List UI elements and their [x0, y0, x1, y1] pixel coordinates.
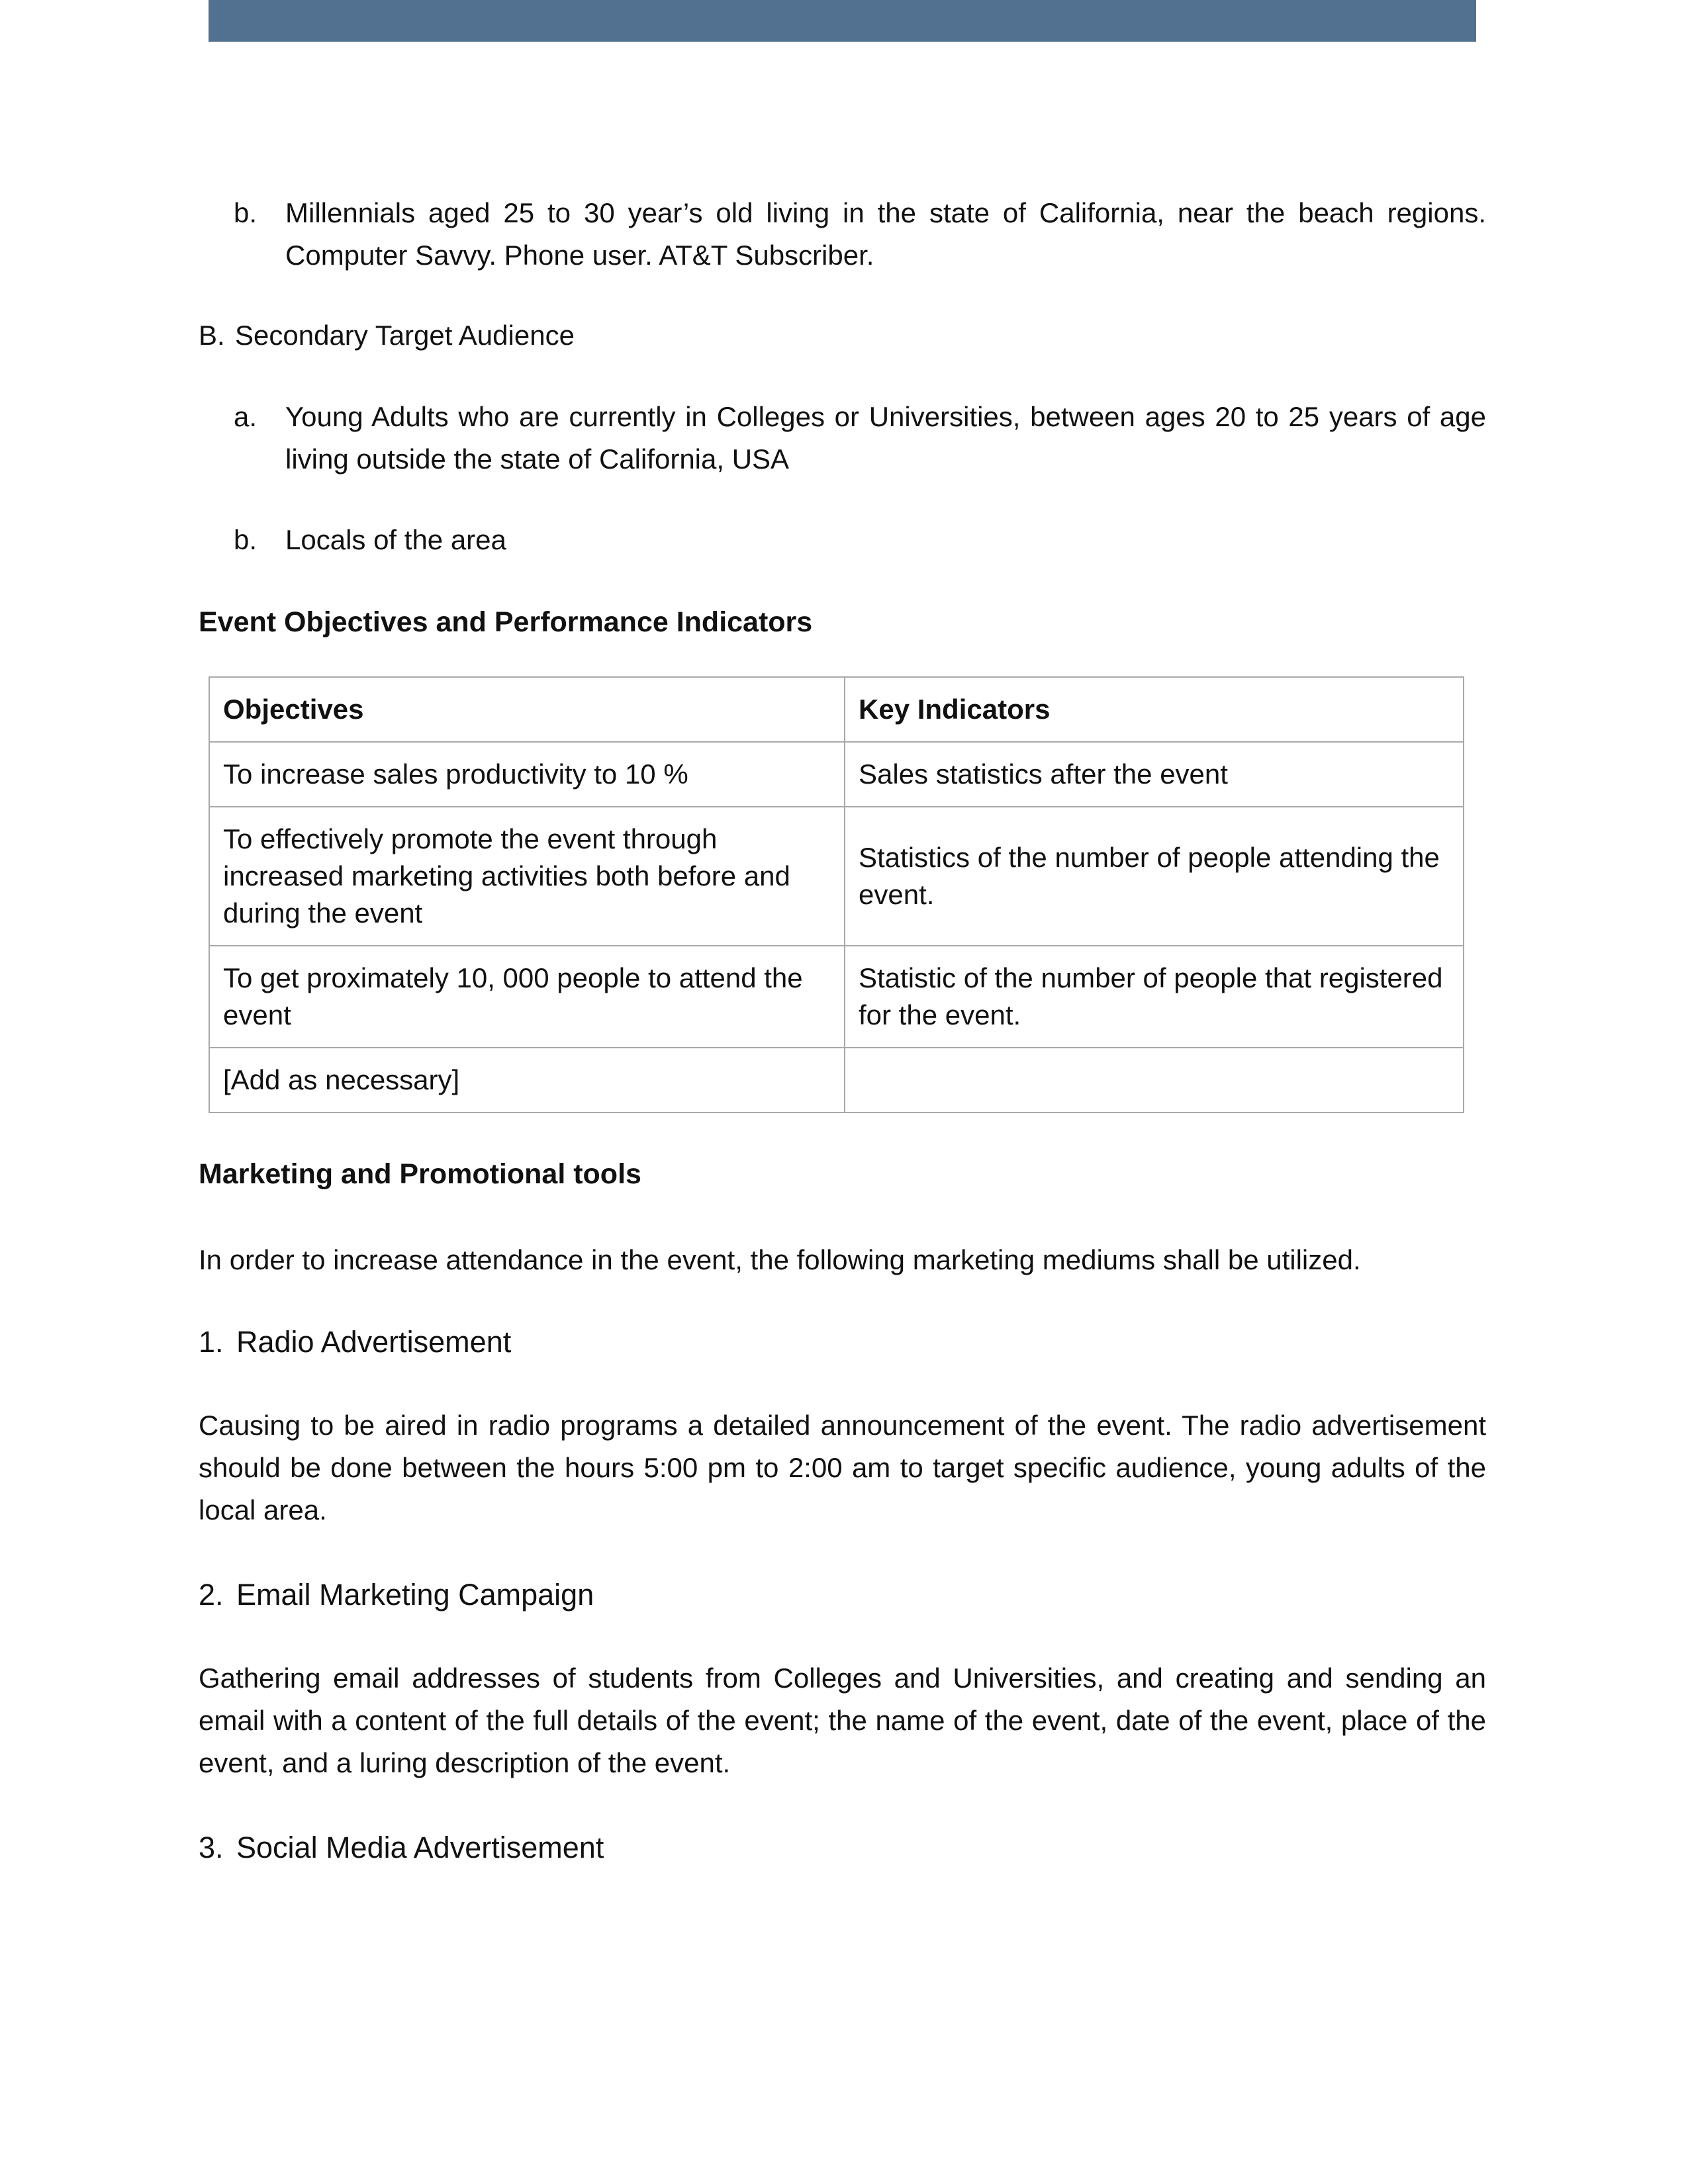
objectives-table	[209, 676, 1464, 1113]
table-row	[209, 1048, 1464, 1113]
section-body-email: Gathering email addresses of students from Colleges and Universities, and creating and sending an email with a content of the full details of the event; the name of the event, date of the event, place of the event, and a luring description of the event.	[199, 1662, 1486, 1778]
table-cell: To effectively promote the event through increased marketing activities both before and during the event	[209, 807, 845, 946]
list-item-text: Locals of the area	[285, 524, 506, 555]
document-body	[199, 192, 1486, 1869]
list-item	[234, 519, 1486, 561]
section-title-email	[199, 1574, 1486, 1616]
section-title-social	[199, 1827, 1486, 1869]
list-marker: a.	[234, 401, 258, 432]
table-cell: Statistic of the number of people that registered for the event.	[845, 946, 1464, 1048]
table-header-cell: Key Indicators	[845, 677, 1464, 742]
table-cell	[845, 1048, 1464, 1113]
section-number: 3.	[199, 1831, 224, 1864]
list-marker: B.	[199, 320, 225, 351]
table-row	[209, 807, 1464, 946]
list-item	[234, 396, 1486, 480]
section-title-text: Radio Advertisement	[236, 1325, 512, 1359]
table-cell: Sales statistics after the event	[845, 742, 1464, 807]
list-item	[234, 192, 1486, 277]
heading-marketing-tools: Marketing and Promotional tools	[199, 1158, 641, 1190]
table-cell: Statistics of the number of people attending the event.	[845, 807, 1464, 946]
table-header-cell: Objectives	[209, 677, 845, 742]
heading-event-objectives: Event Objectives and Performance Indicators	[199, 606, 813, 638]
list-marker: b.	[234, 524, 258, 555]
table-row	[209, 946, 1464, 1048]
section-body-radio: Causing to be aired in radio programs a detailed announcement of the event. The radio advertisement should be done between the hours 5:00 pm to 2:00 am to target specific audience, young adults of the local area.	[199, 1410, 1486, 1525]
table-header-row	[209, 677, 1464, 742]
marketing-intro-paragraph: In order to increase attendance in the event, the following marketing mediums shall be utilized.	[199, 1244, 1361, 1275]
list-item-text: Secondary Target Audience	[235, 320, 575, 351]
list-item-text: Millennials aged 25 to 30 year’s old living in the state of California, near the beach regions. Computer Savvy. Phone user. AT&T Subscriber.	[285, 197, 1486, 271]
section-title-text: Email Marketing Campaign	[236, 1578, 594, 1612]
section-number: 1.	[199, 1325, 224, 1359]
table-cell: [Add as necessary]	[209, 1048, 845, 1113]
list-item-text: Young Adults who are currently in Colleges or Universities, between ages 20 to 25 years of age living outside the state of California, USA	[285, 401, 1486, 475]
table-row	[209, 742, 1464, 807]
page-header-bar	[209, 0, 1476, 42]
section-title-text: Social Media Advertisement	[236, 1831, 604, 1864]
list-marker: b.	[234, 197, 258, 228]
section-title-radio	[199, 1321, 1486, 1363]
section-secondary-target-audience	[199, 314, 1486, 357]
table-cell: To increase sales productivity to 10 %	[209, 742, 845, 807]
table-cell: To get proximately 10, 000 people to attend the event	[209, 946, 845, 1048]
section-number: 2.	[199, 1578, 224, 1612]
